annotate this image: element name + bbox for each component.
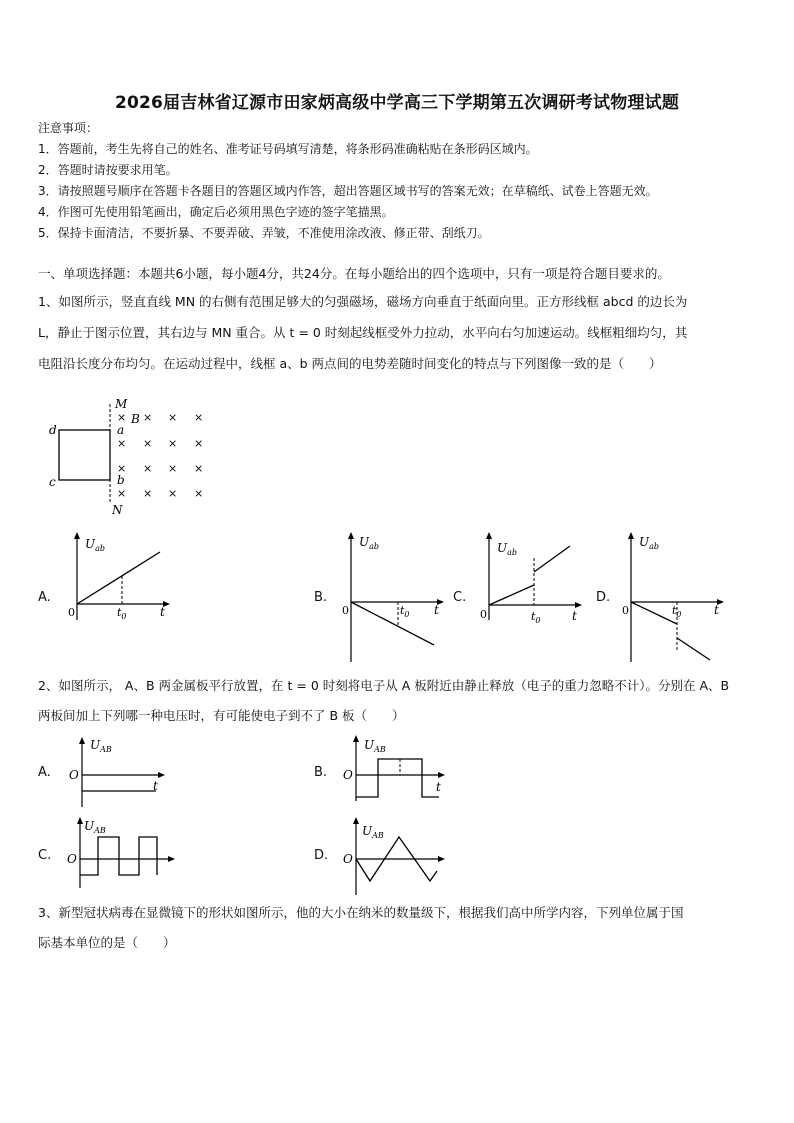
label-n: N [112, 503, 123, 517]
svg-text:×: × [143, 487, 153, 500]
svg-text:×: × [168, 487, 178, 500]
section-heading: 一、单项选择题：本题共6小题，每小题4分，共24分。在每小题给出的四个选项中，只有一项是符合题目要求的。 [38, 266, 670, 281]
svg-text:0: 0 [622, 604, 629, 617]
svg-text:t: t [436, 780, 441, 794]
q2-option-c-label: C. [38, 848, 52, 863]
svg-text:×: × [194, 437, 204, 450]
svg-text:×: × [143, 411, 153, 424]
svg-text:Uab: $U_{ab}$ [497, 541, 518, 557]
label-b: b [117, 473, 125, 487]
label-d: d [49, 423, 57, 437]
q1-option-a-graph [62, 530, 177, 625]
q2-stem-line2: 两板间加上下列哪一种电压时，有可能使电子到不了 B 板（ ） [38, 708, 405, 723]
q3-stem-line2: 际基本单位的是（ ） [38, 935, 176, 950]
svg-text:t0: $t_0$ [531, 610, 541, 625]
notice-item: 3．请按照题号顺序在答题卡各题目的答题区域内作答，超出答题区域书写的答案无效；在草稿纸、试卷上答题无效。 [38, 184, 658, 198]
svg-text:×: × [117, 487, 127, 500]
svg-text:O: O [343, 768, 353, 782]
svg-text:t: t [153, 779, 158, 793]
q1-option-d-label: D. [596, 590, 611, 605]
svg-text:×: × [194, 487, 204, 500]
svg-text:t: t [434, 603, 439, 617]
svg-text:O: O [69, 768, 79, 782]
notice-item: 1．答题前，考生先将自己的姓名、准考证号码填写清楚，将条形码准确粘贴在条形码区域内。 [38, 142, 538, 156]
notice-item: 4．作图可先使用铅笔画出，确定后必须用黑色字迹的签字笔描黑。 [38, 205, 394, 219]
q1-option-c-graph [474, 530, 589, 625]
svg-text:t: t [714, 603, 719, 617]
q3-stem-line1: 3、新型冠状病毒在显微镜下的形状如图所示，他的大小在纳米的数量级下，根据我们高中所学内容，下列单位属于国 [38, 905, 684, 920]
svg-text:×: × [117, 462, 127, 475]
q2-option-a-label: A. [38, 765, 51, 780]
q1-stem-line3: 电阻沿长度分布均匀。在运动过程中，线框 a、b 两点间的电势差随时间变化的特点与下列图像一致的是（ ） [38, 356, 662, 371]
svg-text:O: O [343, 852, 353, 866]
q2-option-b-graph [338, 733, 458, 803]
svg-text:O: O [67, 852, 77, 866]
svg-text:×: × [117, 437, 127, 450]
svg-text:t: t [160, 605, 165, 619]
label-a: a [117, 423, 125, 437]
svg-text:0: 0 [480, 608, 487, 621]
q1-option-d-graph [616, 530, 731, 665]
q2-stem-line1: 2、如图所示， A、B 两金属板平行放置，在 t = 0 时刻将电子从 A 板附近由静止释放（电子的重力忽略不计）。分别在 A、B [38, 678, 730, 693]
svg-text:×: × [143, 437, 153, 450]
svg-text:UAB: $U_{AB}$ [364, 738, 386, 754]
svg-text:t0: $t_0$ [672, 604, 682, 619]
label-m: M [115, 397, 128, 411]
svg-text:0: 0 [342, 604, 349, 617]
svg-text:UAB: $U_{AB}$ [362, 824, 384, 840]
svg-text:×: × [168, 411, 178, 424]
svg-text:×: × [168, 437, 178, 450]
svg-text:Uab: $U_{ab}$ [639, 535, 660, 551]
square-frame [59, 430, 110, 480]
svg-text:UAB: $U_{AB}$ [84, 819, 106, 835]
svg-text:×: × [194, 411, 204, 424]
q1-option-a-label: A. [38, 590, 51, 605]
svg-text:×: × [143, 462, 153, 475]
notice-item: 5．保持卡面清洁，不要折暴、不要弄破、弄皱，不准使用涂改液、修正带、刮纸刀。 [38, 226, 490, 240]
svg-text:×: × [168, 462, 178, 475]
svg-text:×: × [194, 462, 204, 475]
svg-text:0: 0 [68, 606, 75, 619]
q1-option-c-label: C. [453, 590, 467, 605]
q2-option-c-graph [62, 815, 182, 890]
q1-stem-line1: 1、如图所示，竖直直线 MN 的右侧有范围足够大的匀强磁场，磁场方向垂直于纸面向里。正方形线框 abcd 的边长为 [38, 294, 688, 309]
svg-text:×: × [117, 411, 127, 424]
notice-heading: 注意事项： [38, 121, 99, 135]
q2-option-d-label: D. [314, 848, 329, 863]
svg-text:UAB: $U_{AB}$ [90, 738, 112, 754]
svg-text:t0: $t_0$ [117, 606, 127, 621]
q1-stem-line2: L，静止于图示位置，其右边与 MN 重合。从 t = 0 时刻起线框受外力拉动，水平向右匀加速运动。线框粗细均匀，其 [38, 325, 688, 340]
svg-text:Uab: $U_{ab}$ [85, 537, 106, 553]
q1-option-b-graph [336, 530, 451, 665]
q1-option-b-label: B. [314, 590, 328, 605]
label-c: c [49, 475, 56, 489]
svg-text:t: t [572, 609, 577, 623]
label-b-field: B [131, 412, 140, 426]
q1-figure [40, 392, 220, 517]
q2-option-b-label: B. [314, 765, 328, 780]
field-crosses [117, 411, 203, 500]
page-title: 2026届吉林省辽源市田家炳高级中学高三下学期第五次调研考试物理试题 [114, 93, 680, 113]
q2-option-a-graph [64, 735, 174, 810]
svg-text:Uab: $U_{ab}$ [359, 535, 380, 551]
svg-text:t0: $t_0$ [400, 604, 410, 619]
q2-option-d-graph [338, 815, 458, 897]
notice-item: 2．答题时请按要求用笔。 [38, 163, 178, 177]
